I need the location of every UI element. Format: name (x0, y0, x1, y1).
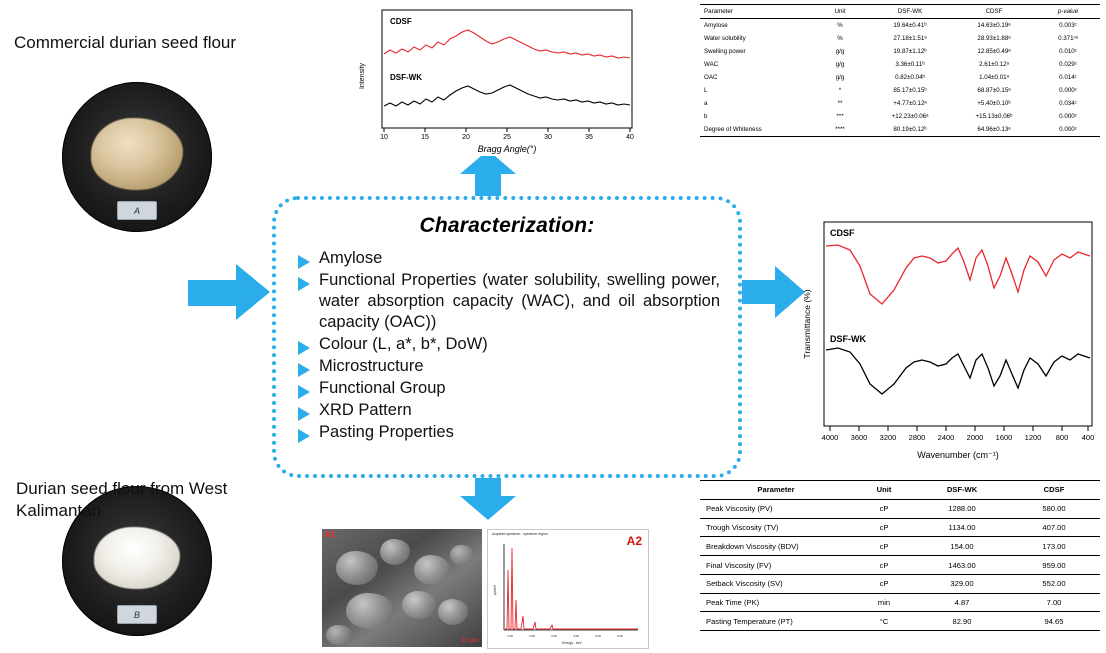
characterization-title: Characterization: (419, 214, 595, 237)
cell-unit: min (852, 593, 916, 612)
sample-b-powder (94, 527, 180, 589)
cell-parameter: Breakdown Viscosity (BDV) (700, 537, 852, 556)
cell-cdsf: 2.61±0.12ᵃ (979, 61, 1009, 68)
table-row (700, 19, 1100, 33)
sample-a-caption: Commercial durian seed flour (14, 33, 237, 52)
table-row (700, 593, 1100, 612)
characterization-item (298, 378, 720, 399)
cell-dsfwk: +12.23±0.06ᵃ (891, 113, 929, 120)
pasting-table (700, 480, 1100, 645)
th-dsfwk: DSF-WK (868, 5, 952, 19)
th-unit: Unit (852, 481, 916, 500)
cell-dsfwk: 329.00 (916, 574, 1008, 593)
cell-pvalue: 0.000ᶜ (1059, 113, 1077, 120)
svg-text:15: 15 (421, 134, 429, 141)
characterization-item-label: Colour (L, a*, b*, DoW) (319, 335, 488, 353)
cell-dsfwk: 154.00 (916, 537, 1008, 556)
table-row (700, 71, 1100, 84)
table-row (700, 556, 1100, 575)
cell-cdsf: 580.00 (1008, 499, 1100, 518)
table-row (700, 123, 1100, 137)
cell-parameter: OAC (704, 74, 718, 81)
cell-dsfwk: +4.77±0.12ᵃ (893, 100, 927, 107)
svg-text:400: 400 (1081, 433, 1095, 442)
cell-parameter: Peak Viscosity (PV) (700, 499, 852, 518)
arrow-left-to-center (188, 264, 272, 320)
cell-unit: °C (852, 612, 916, 631)
characterization-panel (272, 196, 742, 478)
cell-unit: % (837, 22, 843, 29)
cell-parameter: Setback Viscosity (SV) (700, 574, 852, 593)
edx-plot-svg (488, 530, 648, 648)
cell-dsfwk: 3.36±0.11ᵇ (895, 61, 925, 68)
svg-text:cps/eV: cps/eV (493, 584, 497, 596)
svg-text:4.00: 4.00 (573, 634, 579, 638)
cell-unit: cP (852, 574, 916, 593)
svg-text:Intensity: Intensity (359, 62, 366, 90)
svg-text:3200: 3200 (879, 433, 897, 442)
cell-pvalue: 0.010ᶜ (1059, 48, 1077, 55)
cell-cdsf: 64.96±0.13ᵃ (952, 123, 1036, 137)
svg-text:800: 800 (1055, 433, 1069, 442)
table-row (700, 32, 1100, 45)
cell-parameter: WAC (704, 61, 719, 68)
svg-text:6.00: 6.00 (617, 634, 623, 638)
sem-scale-bar: 10 µm (461, 638, 478, 644)
svg-text:2.00: 2.00 (529, 634, 535, 638)
arrow-center-to-sem (460, 472, 516, 520)
cell-unit: cP (852, 518, 916, 537)
bullet-arrow-icon (298, 277, 310, 291)
cell-dsfwk: 19.87±1.12ᵇ (893, 48, 927, 55)
svg-text:40: 40 (626, 134, 634, 141)
cell-parameter: Swelling power (704, 48, 746, 55)
cell-dsfwk: 1288.00 (916, 499, 1008, 518)
edx-spectrum (487, 529, 649, 649)
pasting-table-grid (700, 480, 1100, 631)
cell-cdsf: 407.00 (1008, 518, 1100, 537)
characterization-item (298, 334, 720, 355)
cell-dsfwk: 19.64±0.41ᵇ (893, 22, 927, 29)
characterization-item (298, 356, 720, 377)
svg-text:5.00: 5.00 (595, 634, 601, 638)
cell-parameter: Water solubility (704, 35, 746, 42)
sample-b-tag: B (117, 605, 157, 624)
svg-text:DSF-WK: DSF-WK (390, 73, 422, 82)
cell-unit: cP (852, 556, 916, 575)
cell-cdsf: 173.00 (1008, 537, 1100, 556)
cell-cdsf: 552.00 (1008, 574, 1100, 593)
svg-text:2000: 2000 (966, 433, 984, 442)
xrd-chart (350, 6, 640, 156)
sem-label: A1 (325, 530, 336, 539)
cell-parameter: Amylose (704, 22, 728, 29)
properties-table-grid (700, 4, 1100, 137)
bullet-arrow-icon (298, 341, 310, 355)
characterization-item (298, 248, 720, 269)
cell-parameter: Degree of Whiteness (700, 123, 812, 137)
svg-text:DSF-WK: DSF-WK (830, 334, 866, 344)
svg-text:CDSF: CDSF (830, 228, 855, 238)
ftir-chart (798, 218, 1098, 470)
table-row (700, 518, 1100, 537)
table-header-row (700, 5, 1100, 19)
edx-label: A2 (626, 534, 642, 548)
svg-text:2400: 2400 (937, 433, 955, 442)
svg-text:1200: 1200 (1024, 433, 1042, 442)
xrd-plot-svg (350, 6, 640, 156)
svg-text:Transmittance (%): Transmittance (%) (802, 289, 812, 359)
cell-unit: cP (852, 499, 916, 518)
cell-unit: % (837, 35, 843, 42)
cell-cdsf: 7.00 (1008, 593, 1100, 612)
table-row (700, 84, 1100, 97)
th-dsfwk: DSF-WK (916, 481, 1008, 500)
svg-text:2800: 2800 (908, 433, 926, 442)
cell-unit: ** (837, 100, 843, 107)
characterization-item (298, 270, 720, 333)
sem-micrograph (322, 529, 482, 647)
ftir-plot-svg (798, 218, 1098, 470)
cell-unit: * (838, 87, 842, 94)
bullet-arrow-icon (298, 407, 310, 421)
th-pvalue: p-value (1036, 5, 1100, 19)
svg-text:4000: 4000 (821, 433, 839, 442)
svg-text:Energy - keV: Energy - keV (562, 641, 582, 645)
cell-cdsf: 14.63±0.19ᵃ (977, 22, 1011, 29)
cell-parameter: Final Viscosity (FV) (700, 556, 852, 575)
cell-pvalue: 0.014ᶜ (1059, 74, 1077, 81)
characterization-item (298, 422, 720, 443)
cell-unit: g/g (835, 48, 845, 55)
cell-unit: cP (852, 537, 916, 556)
bullet-arrow-icon (298, 363, 310, 377)
cell-pvalue: 0.029ᶜ (1059, 61, 1077, 68)
cell-parameter: Pasting Temperature (PT) (700, 612, 852, 631)
cell-cdsf: 94.65 (1008, 612, 1100, 631)
table-header-row (700, 481, 1100, 500)
table-row (700, 58, 1100, 71)
cell-cdsf: +15.13±0.06ᵇ (975, 113, 1013, 120)
th-unit: Unit (812, 5, 868, 19)
cell-cdsf: 12.85±0.49ᵃ (977, 48, 1011, 55)
svg-text:1.00: 1.00 (507, 634, 513, 638)
arrow-center-to-ftir (737, 266, 807, 318)
table-row (700, 612, 1100, 631)
svg-text:Wavenumber (cm⁻¹): Wavenumber (cm⁻¹) (917, 450, 999, 460)
edx-chart-title: Acquired spectrum - spectrum region (492, 532, 548, 536)
cell-unit: g/g (835, 61, 845, 68)
svg-text:35: 35 (585, 134, 593, 141)
cell-unit: g/g (835, 74, 845, 81)
cell-cdsf: 959.00 (1008, 556, 1100, 575)
th-parameter: Parameter (700, 481, 852, 500)
characterization-item-label: Pasting Properties (319, 423, 454, 441)
svg-text:CDSF: CDSF (390, 17, 412, 26)
cell-pvalue: 0.034ᶜ (1059, 100, 1077, 107)
cell-unit: *** (836, 113, 844, 120)
cell-unit: **** (812, 123, 868, 137)
svg-text:30: 30 (544, 134, 552, 141)
th-parameter: Parameter (700, 5, 812, 19)
table-row (700, 537, 1100, 556)
table-row (700, 45, 1100, 58)
table-row (700, 110, 1100, 123)
cell-dsfwk: 1134.00 (916, 518, 1008, 537)
cell-pvalue: 0.371ⁿˢ (1058, 35, 1078, 42)
sample-a-tag: A (117, 201, 157, 220)
th-cdsf: CDSF (952, 5, 1036, 19)
properties-table (700, 4, 1100, 190)
cell-dsfwk: 82.90 (916, 612, 1008, 631)
sample-a-powder (91, 118, 183, 190)
svg-text:Bragg Angle(°): Bragg Angle(°) (477, 144, 537, 154)
cell-parameter: b (704, 113, 708, 120)
cell-pvalue: 0.000ᶜ (1036, 123, 1100, 137)
cell-cdsf: 28.93±1.88ᵃ (977, 35, 1011, 42)
cell-dsfwk: 0.82±0.04ᵇ (895, 74, 925, 81)
th-cdsf: CDSF (1008, 481, 1100, 500)
characterization-item (298, 400, 720, 421)
cell-parameter: a (704, 100, 708, 107)
cell-pvalue: 0.003ᶜ (1059, 22, 1077, 29)
sample-b-caption: Durian seed flour from West Kalimantan (16, 479, 228, 520)
cell-cdsf: 68.87±0.15ᵃ (977, 87, 1011, 94)
cell-dsfwk: 4.87 (916, 593, 1008, 612)
cell-dsfwk: 80.19±0.12ᵇ (868, 123, 952, 137)
cell-parameter: Peak Time (PK) (700, 593, 852, 612)
svg-text:25: 25 (503, 134, 511, 141)
svg-text:10: 10 (380, 134, 388, 141)
cell-parameter: Trough Viscosity (TV) (700, 518, 852, 537)
bullet-arrow-icon (298, 255, 310, 269)
bullet-arrow-icon (298, 429, 310, 443)
characterization-item-label: Amylose (319, 249, 383, 267)
arrow-center-to-xrd (460, 150, 516, 198)
svg-text:3.00: 3.00 (551, 634, 557, 638)
cell-dsfwk: 1463.00 (916, 556, 1008, 575)
sample-a-photo (62, 82, 212, 232)
cell-cdsf: 1.04±0.01ᵃ (979, 74, 1009, 81)
table-row (700, 574, 1100, 593)
cell-cdsf: +5.40±0.10ᵇ (977, 100, 1011, 107)
svg-text:20: 20 (462, 134, 470, 141)
svg-text:1600: 1600 (995, 433, 1013, 442)
table-row (700, 499, 1100, 518)
table-row (700, 97, 1100, 110)
cell-parameter: L (704, 87, 708, 94)
cell-dsfwk: 85.17±0.15ᵇ (893, 87, 927, 94)
characterization-item-label: Functional Group (319, 379, 446, 397)
characterization-item-label: XRD Pattern (319, 401, 412, 419)
cell-dsfwk: 27.18±1.51ᵃ (893, 35, 927, 42)
bullet-arrow-icon (298, 385, 310, 399)
characterization-item-label: Microstructure (319, 357, 424, 375)
cell-pvalue: 0.000ᶜ (1059, 87, 1077, 94)
characterization-item-label: Functional Properties (water solubility, swelling power, water absorption capacity (WAC), and oil absorption capacity (OAC)) (319, 271, 720, 331)
svg-text:3600: 3600 (850, 433, 868, 442)
